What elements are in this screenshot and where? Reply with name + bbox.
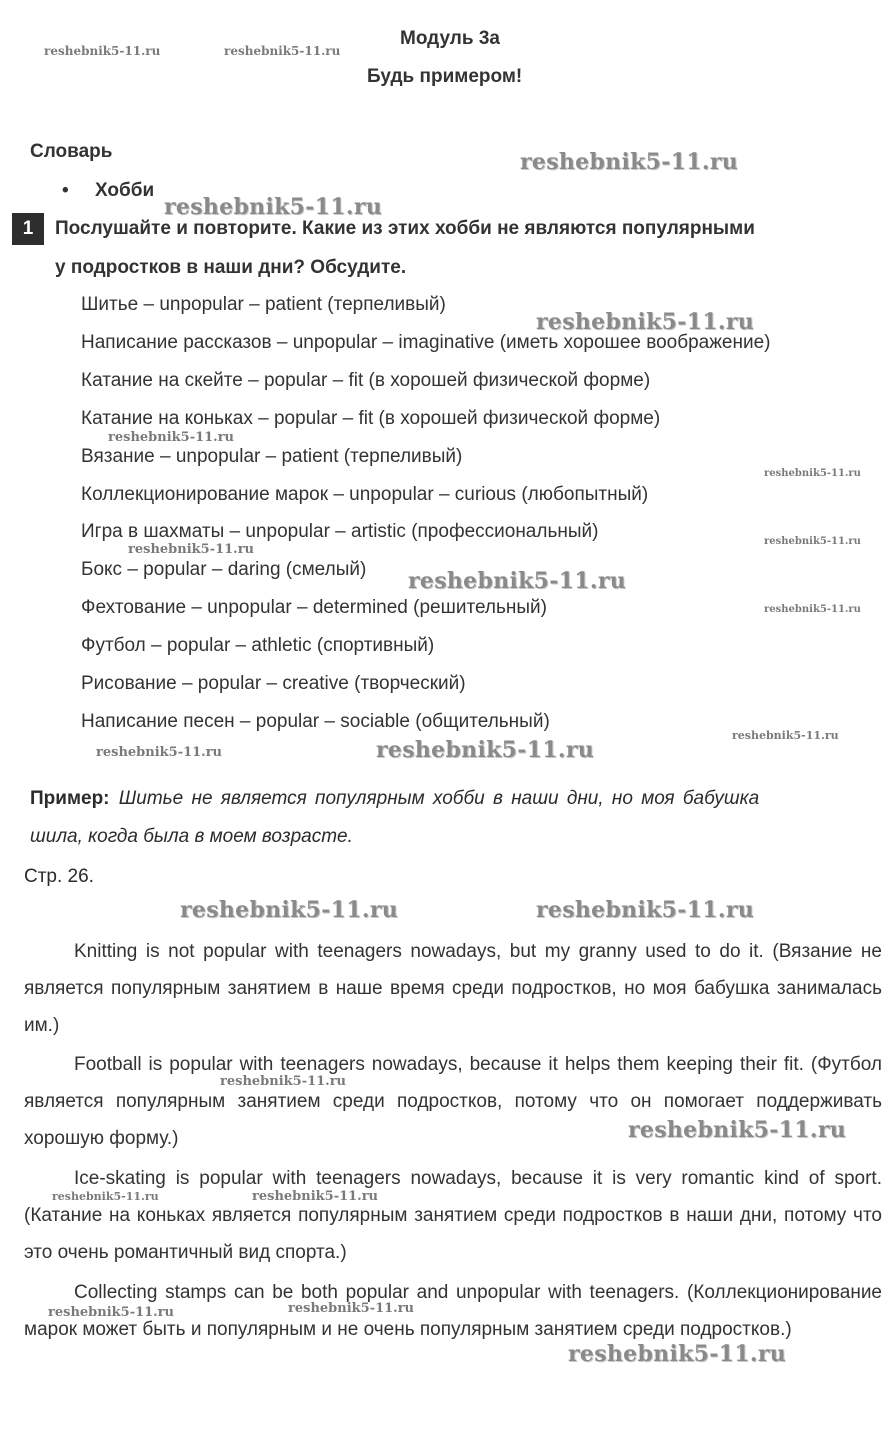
list-item: Игра в шахматы – unpopular – artistic (профессиональный) <box>81 521 599 542</box>
watermark: reshebnik5-11.ru <box>628 1117 847 1143</box>
watermark: reshebnik5-11.ru <box>408 568 627 594</box>
list-item: Катание на коньках – popular – fit (в хорошей физической форме) <box>81 408 661 429</box>
list-item: Коллекционирование марок – unpopular – curious (любопытный) <box>81 484 649 505</box>
list-item: Написание песен – popular – sociable (общительный) <box>81 711 550 732</box>
watermark: reshebnik5-11.ru <box>732 729 839 742</box>
watermark: reshebnik5-11.ru <box>288 1301 415 1316</box>
watermark: reshebnik5-11.ru <box>52 1190 159 1203</box>
watermark: reshebnik5-11.ru <box>164 194 383 220</box>
watermark: reshebnik5-11.ru <box>536 897 755 923</box>
list-item: Фехтование – unpopular – determined (решительный) <box>81 597 547 618</box>
watermark: reshebnik5-11.ru <box>180 897 399 923</box>
watermark: reshebnik5-11.ru <box>96 745 223 760</box>
vocabulary-item: Хобби <box>95 180 155 201</box>
module-title: Модуль 3а <box>400 28 500 49</box>
watermark: reshebnik5-11.ru <box>108 430 235 445</box>
answer-paragraph <box>24 1160 882 1271</box>
vocabulary-heading: Словарь <box>30 141 113 162</box>
answer-paragraph <box>24 933 882 1044</box>
watermark: reshebnik5-11.ru <box>376 737 595 763</box>
task-instruction-line2: у подростков в наши дни? Обсудите. <box>55 257 407 278</box>
watermark: reshebnik5-11.ru <box>220 1074 347 1089</box>
list-item: Вязание – unpopular – patient (терпеливый) <box>81 446 463 467</box>
watermark: reshebnik5-11.ru <box>520 149 739 175</box>
page-reference: Стр. 26. <box>24 866 94 887</box>
example-line1 <box>30 788 759 810</box>
answer-text: Knitting is not popular with teenagers nowadays, but my granny used to do it. (Вязание не является популярным занятием в наше время среди подростков, но моя бабушка занималась им.) <box>24 941 882 1036</box>
example-text-line2: шила, когда была в моем возрасте. <box>30 826 353 847</box>
task-number-badge: 1 <box>12 213 44 245</box>
list-item: Рисование – popular – creative (творческий) <box>81 673 466 694</box>
watermark: reshebnik5-11.ru <box>568 1341 787 1367</box>
list-item: Катание на скейте – popular – fit (в хорошей физической форме) <box>81 370 651 391</box>
list-item: Бокс – popular – daring (смелый) <box>81 559 367 580</box>
answer-text: Football is popular with teenagers nowadays, because it helps them keeping their fit. (Футбол является популярным занятием среди подростков, потому что он помогает поддерживать хорошую форму.) <box>24 1054 882 1149</box>
watermark: reshebnik5-11.ru <box>224 44 341 58</box>
example-text-line1: Шитье не является популярным хобби в наши дни, но моя бабушка <box>118 788 760 809</box>
watermark: reshebnik5-11.ru <box>44 44 161 58</box>
watermark: reshebnik5-11.ru <box>536 309 755 335</box>
task-instruction-line1: Послушайте и повторите. Какие из этих хобби не являются популярными <box>55 218 755 239</box>
bullet-marker: • <box>62 180 69 201</box>
list-item: Написание рассказов – unpopular – imaginative (иметь хорошее воображение) <box>81 332 771 353</box>
watermark: reshebnik5-11.ru <box>764 604 861 615</box>
watermark: reshebnik5-11.ru <box>48 1305 175 1320</box>
answer-text: Collecting stamps can be both popular and unpopular with teenagers. (Коллекционирование марок может быть и популярным и не очень популярным занятием среди подростков.) <box>24 1282 882 1340</box>
list-item: Футбол – popular – athletic (спортивный) <box>81 635 435 656</box>
page-subtitle: Будь примером! <box>367 66 523 87</box>
example-label: Пример: <box>30 788 110 809</box>
watermark: reshebnik5-11.ru <box>128 542 255 557</box>
watermark: reshebnik5-11.ru <box>764 536 861 547</box>
watermark: reshebnik5-11.ru <box>764 468 861 479</box>
watermark: reshebnik5-11.ru <box>252 1189 379 1204</box>
list-item: Шитье – unpopular – patient (терпеливый) <box>81 294 446 315</box>
answer-text: Ice-skating is popular with teenagers nowadays, because it is very romantic kind of sport. (Катание на коньках является популярным занятием среди подростков в наши дни, потому что это очень романтичный вид спорта.) <box>24 1168 882 1263</box>
